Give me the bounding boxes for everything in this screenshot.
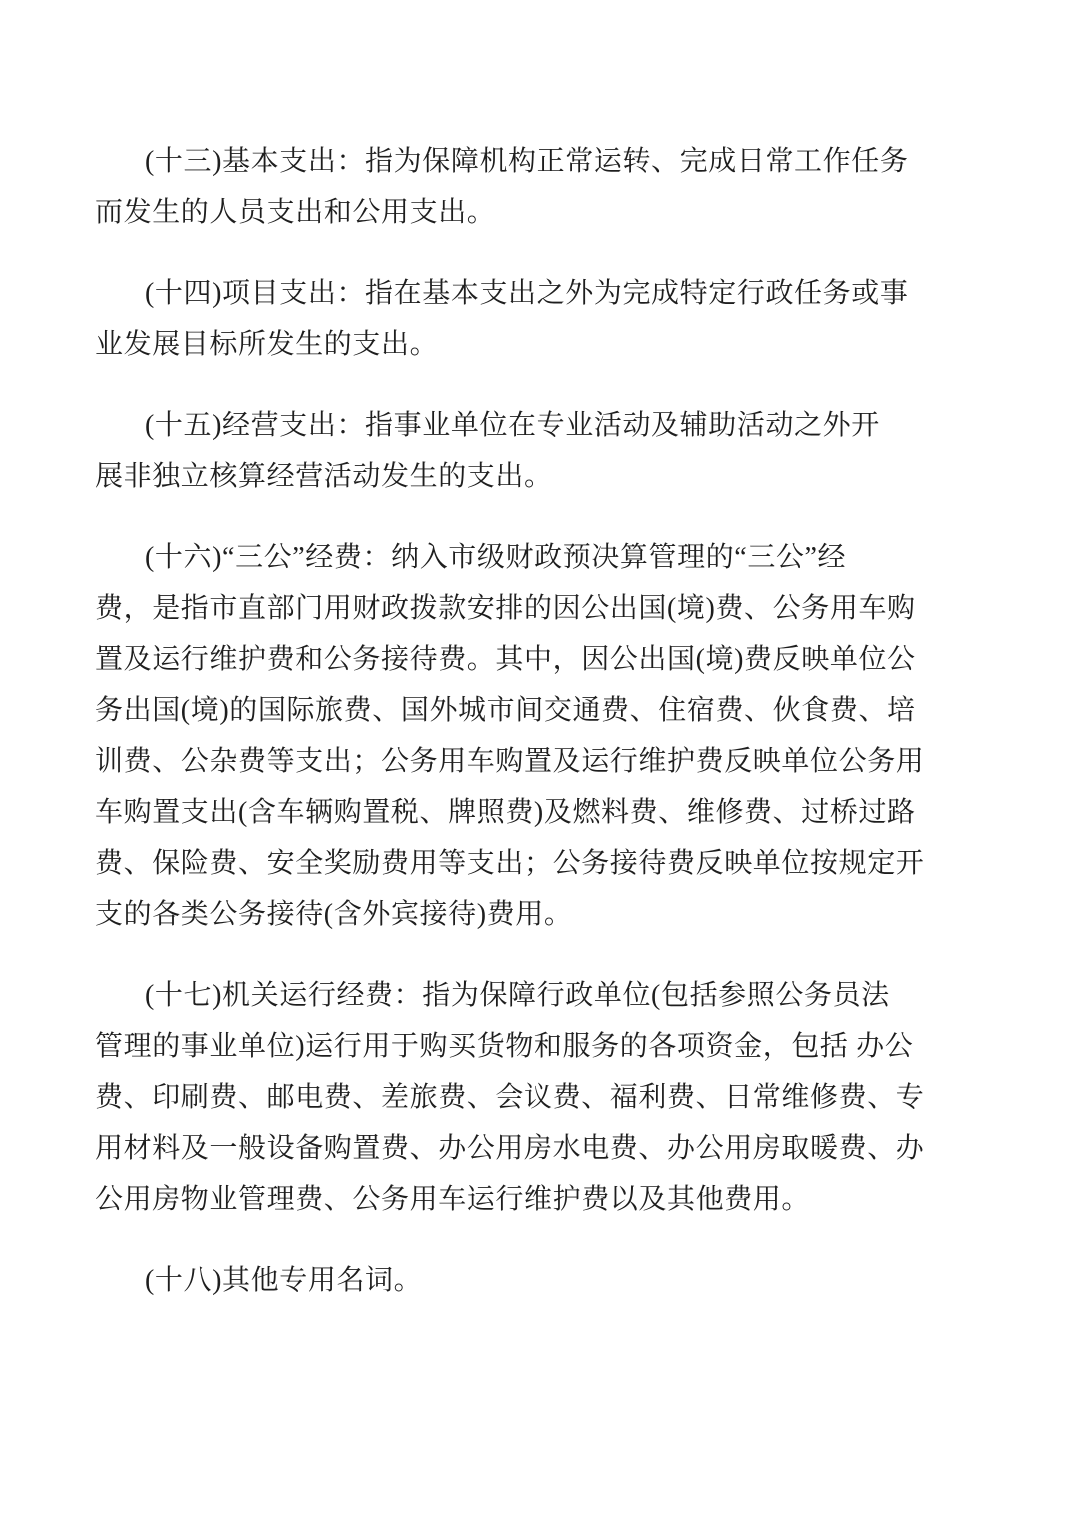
text-line: (十七)机关运行经费：指为保障行政单位(包括参照公务员法 xyxy=(145,980,890,1011)
text-line: 用材料及一般设备购置费、办公用房水电费、办公用房取暖费、办 xyxy=(95,1133,925,1164)
text-line: 展非独立核算经营活动发生的支出。 xyxy=(95,461,553,492)
text-line: 业发展目标所发生的支出。 xyxy=(95,329,439,360)
text-line: 费、印刷费、邮电费、差旅费、会议费、福利费、日常维修费、专 xyxy=(95,1082,925,1113)
text-line: 务出国(境)的国际旅费、国外城市间交通费、住宿费、伙食费、培 xyxy=(95,695,916,726)
paragraph-item-18-other-terms xyxy=(95,1255,940,1306)
text-line: (十五)经营支出：指事业单位在专业活动及辅助活动之外开 xyxy=(145,410,880,441)
paragraph-item-17-agency-operating-funds xyxy=(95,970,940,1225)
text-line: 而发生的人员支出和公用支出。 xyxy=(95,197,496,228)
text-line: (十四)项目支出：指在基本支出之外为完成特定行政任务或事 xyxy=(145,278,909,309)
paragraph-item-13-basic-expenditure xyxy=(95,136,940,238)
text-line: 支的各类公务接待(含外宾接待)费用。 xyxy=(95,899,573,930)
text-line: 费，是指市直部门用财政拨款安排的因公出国(境)费、公务用车购 xyxy=(95,593,916,624)
paragraph-item-15-operating-expenditure xyxy=(95,400,940,502)
text-line: 公用房物业管理费、公务用车运行维护费以及其他费用。 xyxy=(95,1184,811,1215)
text-line: 车购置支出(含车辆购置税、牌照费)及燃料费、维修费、过桥过路 xyxy=(95,797,916,828)
paragraph-item-14-project-expenditure xyxy=(95,268,940,370)
text-line: 训费、公杂费等支出；公务用车购置及运行维护费反映单位公务用 xyxy=(95,746,925,777)
text-line: (十三)基本支出：指为保障机构正常运转、完成日常工作任务 xyxy=(145,146,909,177)
text-line: 管理的事业单位)运行用于购买货物和服务的各项资金，包括 办公 xyxy=(95,1031,914,1062)
document-body xyxy=(95,136,940,1306)
text-line: 置及运行维护费和公务接待费。其中，因公出国(境)费反映单位公 xyxy=(95,644,916,675)
text-line: (十六)“三公”经费：纳入市级财政预决算管理的“三公”经 xyxy=(145,542,847,573)
text-line: 费、保险费、安全奖励费用等支出；公务接待费反映单位按规定开 xyxy=(95,848,925,879)
paragraph-item-16-three-public-funds xyxy=(95,532,940,940)
text-line: (十八)其他专用名词。 xyxy=(145,1265,423,1296)
